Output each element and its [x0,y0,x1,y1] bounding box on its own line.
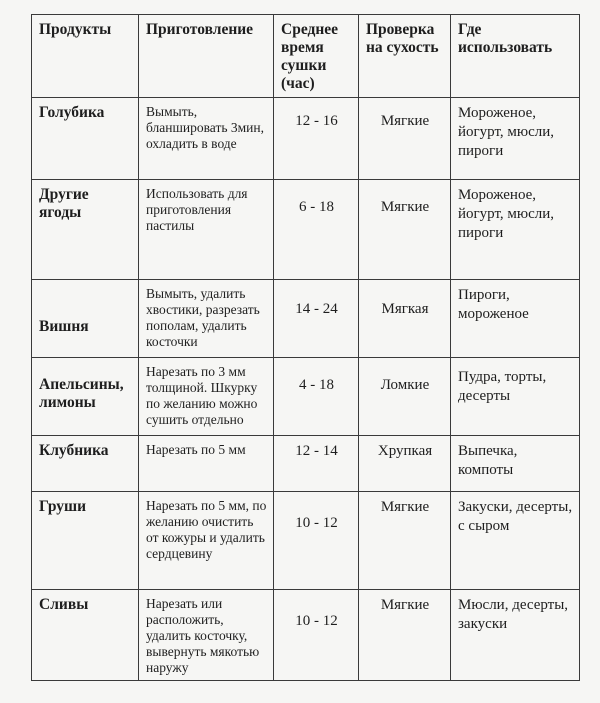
product-cell: Апельсины, лимоны [32,358,139,436]
check-cell: Мягкие [359,590,451,681]
time-cell: 6 - 18 [274,180,359,280]
preparation-cell: Вымыть, бланшировать 3мин, охладить в воде [139,98,274,180]
drying-table [31,14,580,681]
use-cell: Мороженое, йогурт, мюсли, пироги [451,98,580,180]
use-cell: Пудра, торты, десерты [451,358,580,436]
header-preparation: Приготовление [139,15,274,98]
product-cell: Сливы [32,590,139,681]
preparation-cell: Нарезать по 5 мм, по желанию очистить от кожуры и удалить сердцевину [139,492,274,590]
time-cell: 12 - 14 [274,436,359,492]
table-row [32,492,580,590]
product-cell: Клубника [32,436,139,492]
header-time: Среднее время сушки (час) [274,15,359,98]
header-check: Проверка на сухость [359,15,451,98]
time-cell: 10 - 12 [274,590,359,681]
time-cell: 10 - 12 [274,492,359,590]
time-cell: 12 - 16 [274,98,359,180]
check-cell: Мягкие [359,180,451,280]
check-cell: Хрупкая [359,436,451,492]
time-cell: 4 - 18 [274,358,359,436]
check-cell: Мягкие [359,492,451,590]
table-row [32,280,580,358]
use-cell: Выпечка, компоты [451,436,580,492]
table-row [32,436,580,492]
preparation-cell: Нарезать по 5 мм [139,436,274,492]
header-product: Продукты [32,15,139,98]
preparation-cell: Нарезать по 3 мм толщиной. Шкурку по желанию можно сушить отдельно [139,358,274,436]
time-cell: 14 - 24 [274,280,359,358]
table-row [32,358,580,436]
product-cell: Груши [32,492,139,590]
check-cell: Мягкие [359,98,451,180]
use-cell: Мюсли, десерты, закуски [451,590,580,681]
table-row [32,180,580,280]
check-cell: Ломкие [359,358,451,436]
product-cell: Другие ягоды [32,180,139,280]
use-cell: Мороженое, йогурт, мюсли, пироги [451,180,580,280]
use-cell: Пироги, мороженое [451,280,580,358]
preparation-cell: Использовать для приготовления пастилы [139,180,274,280]
header-row [32,15,580,98]
preparation-cell: Вымыть, удалить хвостики, разрезать пополам, удалить косточки [139,280,274,358]
preparation-cell: Нарезать или расположить, удалить косточку, вывернуть мякотью наружу [139,590,274,681]
table-row [32,590,580,681]
table-row [32,98,580,180]
check-cell: Мягкая [359,280,451,358]
product-cell: Вишня [32,280,139,358]
use-cell: Закуски, десерты, с сыром [451,492,580,590]
header-use: Где использовать [451,15,580,98]
product-cell: Голубика [32,98,139,180]
